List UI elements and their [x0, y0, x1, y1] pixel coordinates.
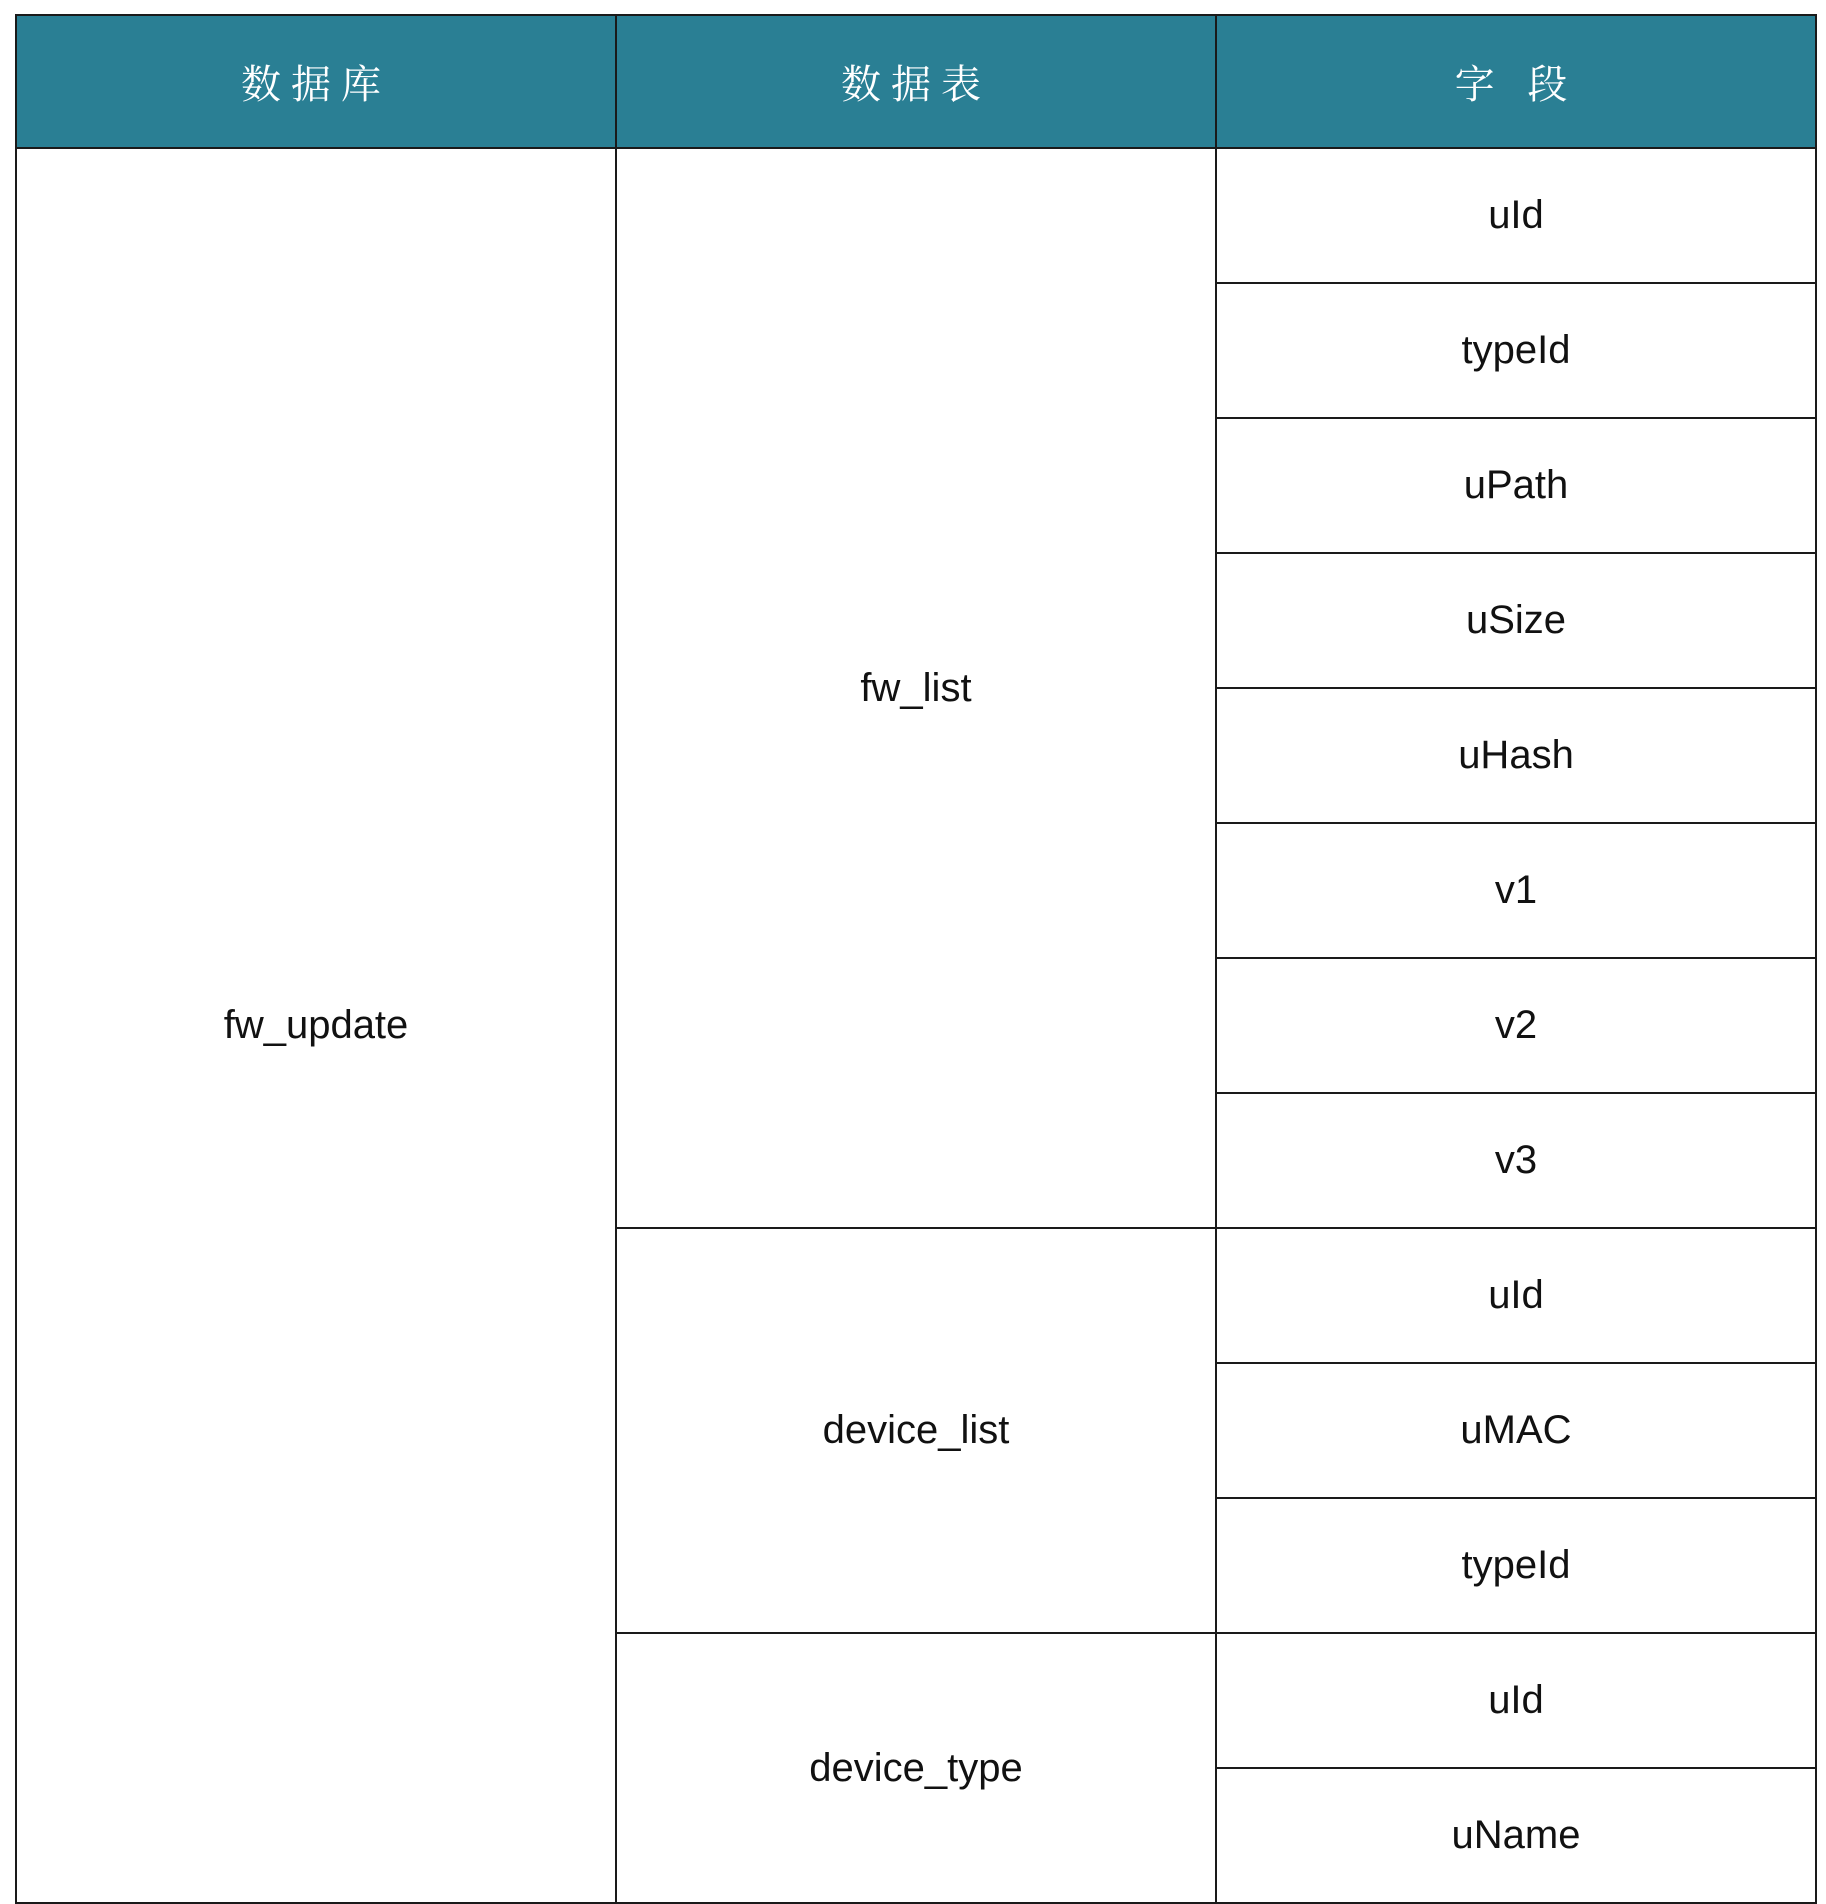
field-name-cell: uSize: [1216, 553, 1816, 688]
field-name-cell: typeId: [1216, 1498, 1816, 1633]
header-field: 字 段: [1216, 15, 1816, 148]
table-name-cell: device_list: [616, 1228, 1216, 1633]
header-row: [16, 15, 1816, 148]
table-row: [16, 148, 1816, 283]
field-name-cell: uId: [1216, 1633, 1816, 1768]
field-name-cell: uHash: [1216, 688, 1816, 823]
field-name-cell: uMAC: [1216, 1363, 1816, 1498]
field-name-cell: v2: [1216, 958, 1816, 1093]
field-name-cell: v1: [1216, 823, 1816, 958]
table-body: [16, 148, 1816, 1903]
field-name-cell: uId: [1216, 1228, 1816, 1363]
field-name-cell: typeId: [1216, 283, 1816, 418]
table-name-cell: fw_list: [616, 148, 1216, 1228]
header-table: 数据表: [616, 15, 1216, 148]
table-name-cell: device_type: [616, 1633, 1216, 1903]
field-name-cell: v3: [1216, 1093, 1816, 1228]
header-database: 数据库: [16, 15, 616, 148]
database-name-cell: fw_update: [16, 148, 616, 1903]
field-name-cell: uName: [1216, 1768, 1816, 1903]
field-name-cell: uId: [1216, 148, 1816, 283]
field-name-cell: uPath: [1216, 418, 1816, 553]
database-schema-table: [15, 14, 1817, 1904]
